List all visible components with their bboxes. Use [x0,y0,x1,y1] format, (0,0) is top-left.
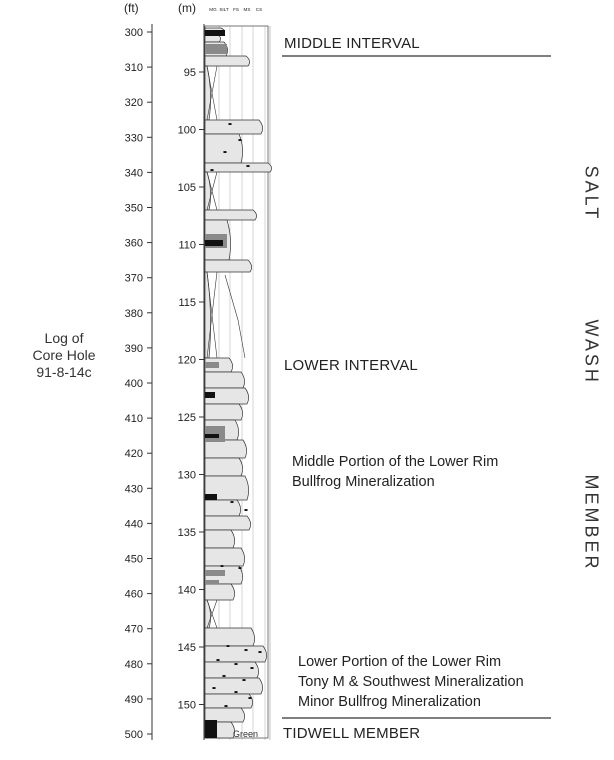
ft-tick-label: 430 [124,483,143,496]
ft-tick-label: 450 [124,553,143,566]
pebble-mark [242,679,246,681]
m-tick-label: 125 [177,412,196,424]
ft-tick-label: 330 [124,132,143,145]
pebble-mark [234,663,238,665]
sediment-bed [205,372,245,388]
sediment-bed [205,404,243,420]
mud-layer-band [205,392,215,398]
pebble-mark [244,509,248,511]
pebble-mark [228,123,232,125]
ft-tick-label: 460 [124,588,143,601]
m-tick-label: 150 [177,699,196,712]
sediment-bed [205,210,257,220]
lower-portion-label [298,652,524,712]
ft-tick-label: 420 [124,448,143,461]
lower-interval-label: LOWER INTERVAL [284,357,418,374]
pebble-mark [223,151,227,153]
sediment-bed [205,272,211,358]
sediment-bed [205,440,247,458]
sediment-bed [205,548,245,566]
sediment-bed [205,56,250,66]
side-title-line-1: Log of [44,330,84,346]
mud-layer-band [205,580,219,584]
grain-size-header-ms: MS [243,7,251,12]
m-tick-label: 100 [177,124,196,137]
mud-layer-band [205,30,225,36]
grain-size-header-cs: CS [255,7,263,12]
pebble-mark [230,501,234,503]
pebble-mark [238,139,242,141]
sediment-bed [205,708,245,722]
grain-size-header-fs: FS [233,7,239,12]
wash-label: WASH [581,319,602,385]
pebble-mark [258,651,262,653]
ft-tick-label: 490 [124,693,143,706]
sediment-bed [205,500,241,516]
m-tick-label: 95 [183,67,196,79]
pebble-mark [234,691,238,693]
sediment-bed [205,120,263,134]
ft-tick-label: 370 [124,272,143,285]
side-title-line-3: 91-8-14c [36,364,92,380]
lower-portion-line-2: Tony M & Southwest Mineralization [298,674,524,690]
core-hole-title [14,330,114,381]
ft-tick-label: 340 [124,167,143,180]
m-unit-label: (m) [178,1,196,15]
sediment-bed [205,530,235,548]
mud-layer-band [205,362,219,368]
mud-layer-band [205,720,217,738]
salt-label: SALT [581,165,602,222]
middle-portion-line-2: Bullfrog Mineralization [292,474,435,490]
m-tick-label: 120 [177,354,196,367]
pebble-mark [216,659,220,661]
ft-tick-label: 440 [124,518,143,531]
ft-tick-label: 390 [124,342,143,355]
grain-size-header-mg: MG [209,7,217,12]
side-title-line-2: Core Hole [32,347,96,363]
pebble-mark [224,705,228,707]
pebble-mark [246,165,250,167]
pebble-mark [212,687,216,689]
ft-tick-label: 310 [124,62,143,75]
sediment-bed [205,662,259,678]
mud-layer-band [205,240,223,246]
ft-unit-label: (ft) [124,1,139,15]
sediment-bed [205,163,272,172]
sediment-bed [205,584,235,600]
m-tick-label: 105 [177,182,196,194]
ft-tick-label: 400 [124,378,143,390]
lower-portion-line-1: Lower Portion of the Lower Rim [298,654,502,670]
mud-layer-band [205,44,227,54]
sediment-bed [205,516,251,530]
ft-tick-label: 380 [124,307,143,320]
ft-tick-label: 350 [124,202,143,215]
mud-layer-band [205,434,219,438]
pebble-mark [222,675,226,677]
green-note: Green [233,729,259,739]
pebble-mark [238,567,242,569]
m-tick-label: 140 [177,584,196,597]
m-tick-label: 130 [177,469,196,482]
m-tick-label: 145 [177,642,196,654]
pebble-mark [226,645,230,647]
grain-size-header-silt: SILT [219,7,229,12]
ft-tick-label: 500 [124,729,143,741]
sediment-bed [205,134,243,163]
sediment-bed [205,678,263,694]
ft-tick-label: 470 [124,623,143,636]
ft-tick-label: 320 [124,97,143,110]
sediment-bed [205,628,255,646]
ft-tick-label: 410 [124,413,143,426]
sediment-bed [205,458,243,476]
pebble-mark [210,169,214,171]
lower-portion-line-3: Minor Bullfrog Mineralization [298,694,481,710]
sediment-bed [205,694,253,708]
member-label: MEMBER [581,474,602,572]
middle-portion-label [292,452,498,492]
ft-tick-label: 300 [124,27,143,39]
m-tick-label: 135 [177,527,196,539]
m-tick-label: 110 [178,239,196,252]
sediment-bed [205,66,211,120]
sediment-bed [205,646,267,662]
mud-layer-band [205,570,225,576]
pebble-mark [250,667,254,669]
ft-tick-label: 480 [124,658,143,671]
sediment-bed [205,172,211,210]
m-tick-label: 115 [178,297,196,309]
pebble-mark [220,565,224,567]
middle-interval-label: MIDDLE INTERVAL [284,35,420,52]
tidwell-member-label: TIDWELL MEMBER [283,725,421,742]
sediment-bed [205,260,252,272]
pebble-mark [244,649,248,651]
sediment-bed [205,600,211,628]
pebble-mark [248,697,252,699]
mud-layer-band [205,494,217,500]
ft-tick-label: 360 [124,237,143,250]
middle-portion-line-1: Middle Portion of the Lower Rim [292,454,499,470]
